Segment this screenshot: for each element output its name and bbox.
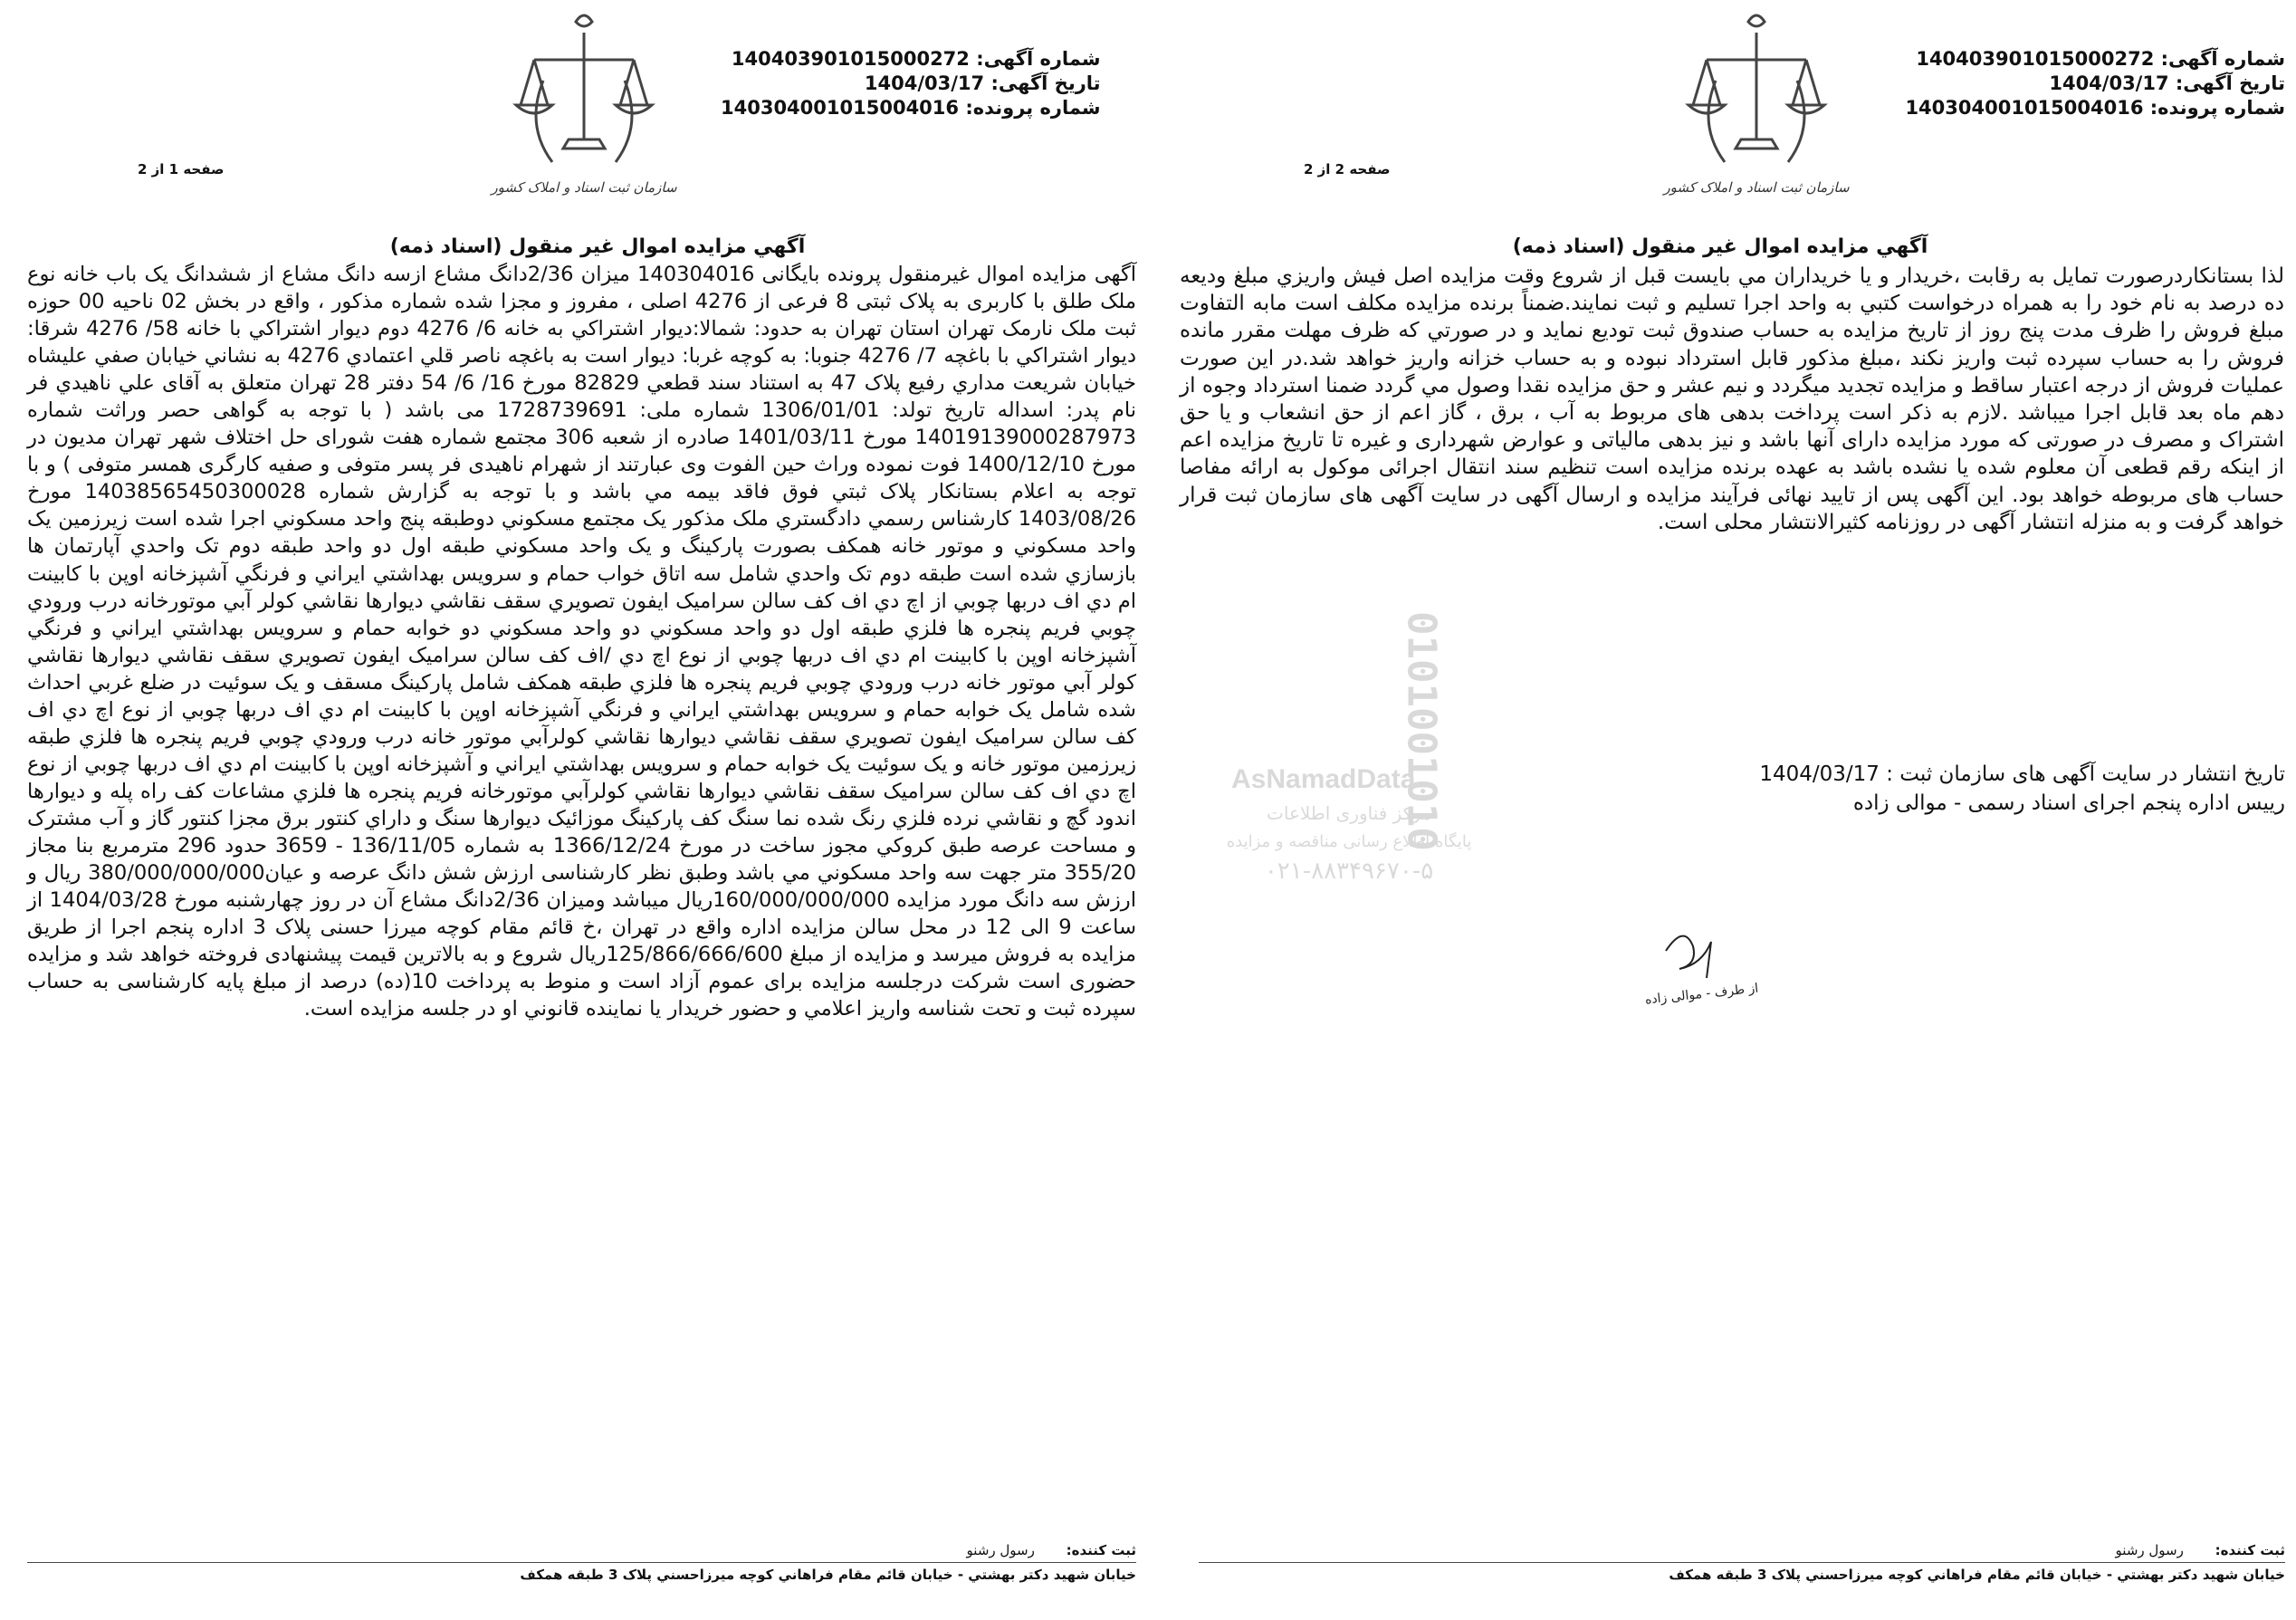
office-chief: رييس اداره پنجم اجرای اسناد رسمی - موالی زاده (1852, 791, 2285, 815)
notice-meta (721, 47, 1101, 120)
footer (1199, 1542, 2285, 1583)
file-number-label: شماره پرونده: (2149, 97, 2285, 119)
watermark-line2: پایگاه اطلاع رسانی مناقصه و مزایده (1226, 832, 1472, 851)
notice-date-label: تاریخ آگهی: (2175, 72, 2285, 94)
notice-number-label: شماره آگهی: (2160, 48, 2285, 70)
scales-of-justice-icon (1661, 4, 1851, 176)
watermark-brand: AsNamadData (1231, 764, 1416, 794)
registrar-name: رسول رشنو (2115, 1542, 2184, 1558)
footer (27, 1542, 1136, 1583)
notice-meta (1905, 47, 2285, 120)
judiciary-emblem (489, 4, 679, 203)
notice-number-label: شماره آگهی: (976, 48, 1101, 70)
emblem-caption: سازمان ثبت اسناد و املاک کشور (491, 179, 677, 196)
file-number-row (1905, 96, 2285, 120)
page-2 (1177, 0, 2296, 1620)
page-number: صفحه 2 از 2 (1304, 161, 1391, 177)
registrar-row (27, 1542, 1136, 1558)
office-address: خيابان شهيد دکتر بهشتي - خيابان قائم مقام فراهاني کوچه ميرزاحسني پلاک 3 طبقه همکف (520, 1567, 1136, 1583)
notice-date-label: تاریخ آگهی: (990, 72, 1101, 94)
file-number-label: شماره پرونده: (965, 97, 1101, 119)
notice-date-row (1905, 72, 2285, 96)
file-number: 140304001015004016 (721, 97, 960, 119)
signature-text: از طرف - موالی زاده (1644, 981, 1759, 1008)
scales-of-justice-icon (489, 4, 679, 176)
notice-number-row (1905, 47, 2285, 72)
notice-date: 1404/03/17 (2049, 72, 2169, 94)
notice-number: 140403901015000272 (1916, 48, 2155, 70)
watermark-line1: مرکز فناوری اطلاعات (1267, 802, 1431, 824)
registrar-row (1199, 1542, 2285, 1558)
notice-date: 1404/03/17 (864, 72, 985, 94)
office-address: خيابان شهيد دکتر بهشتي - خيابان قائم مقام فراهاني کوچه ميرزاحسني پلاک 3 طبقه همکف (1669, 1567, 2285, 1583)
footer-divider (1199, 1562, 2285, 1563)
registrar-label: ثبت کننده: (2215, 1542, 2285, 1558)
notice-body: آگهی مزايده اموال غيرمنقول پرونده بايگانی 140304016 ميزان 2/36دانگ مشاع ازسه دانگ مشاع از ششدانگ يک باب خانه نوع ملک طلق با کاربری به پلاک ثبتی 8 فرعی از 4276 اصلی ، مفروز و مجزا شده شماره مذکور ، واقع در بخش 02 ناحيه 00 حوزه ثبت ملک نارمک تهران استان تهران به حدود: شمالا:ديوار اشتراکي به خانه 6/ 4276 دوم ديوار اشتراکي با خانه 58/ 4276 شرقا: ديوار اشتراکي با باغچه 7/ 4276 جنوبا: به کوچه غربا: ديوار است به باغچه ناصر قلي اعتمادي 4276 به نشاني خيابان صفي عليشاه خيابان شريعت مداري رفيع پلاک 47 به استناد سند قطعي 82829 مورخ 16/ 6/ 54 دفتر 28 تهران متعلق به آقای علي ناهيدي فر نام پدر: اسداله تاريخ تولد: 1306/01/01 شماره ملی: 1728739691 می باشد ( با توجه به گواهی حصر وراثت شماره 14019139000287973 مورخ 1401/03/11 صادره از شعبه 306 مجتمع شماره هفت شورای حل اختلاف شهر تهران مديون در مورخ 1400/12/10 فوت نموده وراث حين الفوت وی عبارتند از شهرام ناهيدی فر پسر متوفی و صفيه کارگری همسر متوفی ) و با توجه به اعلام بستانکار پلاک ثبتي فوق فاقد بيمه مي باشد و با توجه به گزارش شماره 14038565450300028 مورخ 1403/08/26 کارشناس رسمي دادگستري ملک مذکور يک مجتمع مسکوني دوطبقه پنج واحد مسکوني اجرا شده است زيرزمين يک واحد مسکوني و موتور خانه همکف بصورت پارکينگ و يک واحد مسکوني طبقه اول دو واحد طبقه دوم تک واحدي آپارتمان ها بازسازي شده است طبقه دوم تک واحدي شامل سه اتاق خواب حمام و سرويس بهداشتي ايراني و فرنگي آشپزخانه اوپن با کابينت ام دي اف دربها چوبي از اچ دي اف کف سالن سراميک ايفون تصويري سقف نقاشي ديوارها نقاشي کولر آبي موتورخانه درب ورودي چوبي فريم پنجره ها فلزي طبقه اول دو واحد مسکوني دو واحد مسکوني دو خوابه حمام و سرويس بهداشتي ايراني و فرنگي آشپزخانه اوپن با کابينت ام دي اف دربها چوبي از نوع اچ دي /اف کف سالن سراميک ايفون تصويري سقف نقاشي ديوارها نقاشي کولر آبي موتور خانه درب ورودي چوبي فريم پنجره ها فلزي طبقه همکف شامل پارکينگ مسقف و يک سوئيت در ضلع غربي احداث شده شامل يک خوابه حمام و سرويس بهداشتي ايراني و فرنگي آشپزخانه اوپن با کابينت ام دي اف دربها چوبي از نوع اچ دي اف کف سالن سراميک ايفون تصويري سقف نقاشي ديوارها نقاشي کولرآبي موتور خانه درب ورودي چوبي فريم پنجره ها فلزي طبقه زيرزمين موتور خانه و يک سوئيت يک خوابه حمام و سرويس بهداشتي ايراني و آشپزخانه اوپن با کابينت ام دي اف دربها چوبي از نوع اچ دي اف کف سالن سراميک سقف نقاشي ديوارها نقاشي کولرآبي موتورخانه فريم پنجره ها فلزي مشاعات کف راه پله و ديوارها اندود گچ و نقاشي نرده فلزي رنگ شده نما سنگ کف پارکينگ موزائيک ديوارها سنگ و داراي کنتور برق مجزا کنتور گاز و آب مشترک و مساحت عرصه طبق کروکي مجوز ساخت در مورخ 1366/12/24 به شماره 136/11/05 - 3659 حدود 296 مترمربع بنا مجاز 355/20 متر جهت سه واحد مسکوني مي باشد وطبق نظر کارشناسی ارزش شش دانگ عرصه و عيان380/000/000/000 ريال و ارزش سه دانگ مورد مزايده 160/000/000/000ريال ميباشد وميزان 2/36دانگ مشاع آن در روز چهارشنبه مورخ 1404/03/28 از ساعت 9 الی 12 در محل سالن مزايده اداره واقع در تهران ،خ قائم مقام کوچه ميرزا حسنی پلاک 3 اداره پنجم اجرا از طريق مزايده به فروش ميرسد و مزايده از مبلغ 125/866/666/600ريال شروع و به بالاترين قيمت پيشنهادی فروخته خواهد شد و مزايده حضوری است شرکت درجلسه مزايده برای عموم آزاد است و منوط به پرداخت 10(ده) درصد از مبلغ پايه کارشناسی به حساب سپرده ثبت و تحت شناسه واريز اعلامي و حضور خريدار يا نماينده قانوني او در جلسه مزايده است. (27, 263, 1137, 1021)
notice-number-row (721, 47, 1101, 72)
notice-title: آگهي مزايده اموال غير منقول (اسناد ذمه) (1512, 235, 1928, 258)
notice-title: آگهي مزايده اموال غير منقول (اسناد ذمه) (389, 235, 806, 258)
judiciary-emblem (1661, 4, 1851, 203)
watermark-phone: ۰۲۱-۸۸۳۴۹۶۷۰-۵ (1264, 858, 1434, 885)
signature (1612, 915, 1793, 1023)
file-number-row (721, 96, 1101, 120)
notice-body: لذا بستانکاردرصورت تمايل به رقابت ،خريدار و يا خريداران مي بايست قبل از شروع وقت مزايده اصل فيش واريزي مبلغ وديعه ده درصد به نام خود را به همراه درخواست کتبي به واحد اجرا تسليم و ثبت نمايند.ضمناً برنده مزايده مکلف است مابه التفاوت مبلغ فروش را ظرف مدت پنج روز از تاريخ مزايده به حساب صندوق ثبت توديع نمايد و در صورتي که ظرف مهلت مقرر مانده فروش را به حساب سپرده ثبت واريز نکند ،مبلغ مذکور قابل استرداد نبوده و به حساب خزانه واريز خواهد شد.در اين صورت عمليات فروش از درجه اعتبار ساقط و مزايده تجديد ميگردد و نيم عشر و حق مزايده نقدا وصول مي گردد ضمنا استرداد وجوه از دهم ماه بعد قابل اجرا ميباشد .لازم به ذکر است پرداخت بدهی های مربوط به آب ، برق ، گاز اعم از حق انشعاب و يا حق اشتراک و مصرف در صورتی که مورد مزايده دارای آنها باشد و نيز بدهی مالياتی و عوارض شهرداری و غيره تا تاريخ مزايده اعم از اينکه رقم قطعی آن معلوم شده يا نشده باشد به عهده برنده مزايده است تنظيم سند انتقال اجرائی موکول به ارائه مفاصا حساب های مربوطه خواهد بود. اين آگهی پس از تاييد نهائی فرآيند مزايده و ارسال آگهی در سايت آگهی های سازمان ثبت قرار خواهد گرفت و به منزله انتشار آگهی در روزنامه کثيرالانتشار محلی است. (1180, 264, 2284, 534)
registrar-label: ثبت کننده: (1066, 1542, 1136, 1558)
publication-date: تاريخ انتشار در سايت آگهی های سازمان ثبت : 1404/03/17 (1759, 762, 2285, 786)
page-number: صفحه 1 از 2 (138, 161, 225, 177)
registrar-name: رسول رشنو (966, 1542, 1035, 1558)
emblem-caption: سازمان ثبت اسناد و املاک کشور (1663, 179, 1850, 196)
watermark-digits: 0101001010 (1398, 611, 1445, 851)
file-number: 140304001015004016 (1905, 97, 2144, 119)
footer-divider (27, 1562, 1136, 1563)
notice-number: 140403901015000272 (731, 48, 970, 70)
notice-date-row (721, 72, 1101, 96)
